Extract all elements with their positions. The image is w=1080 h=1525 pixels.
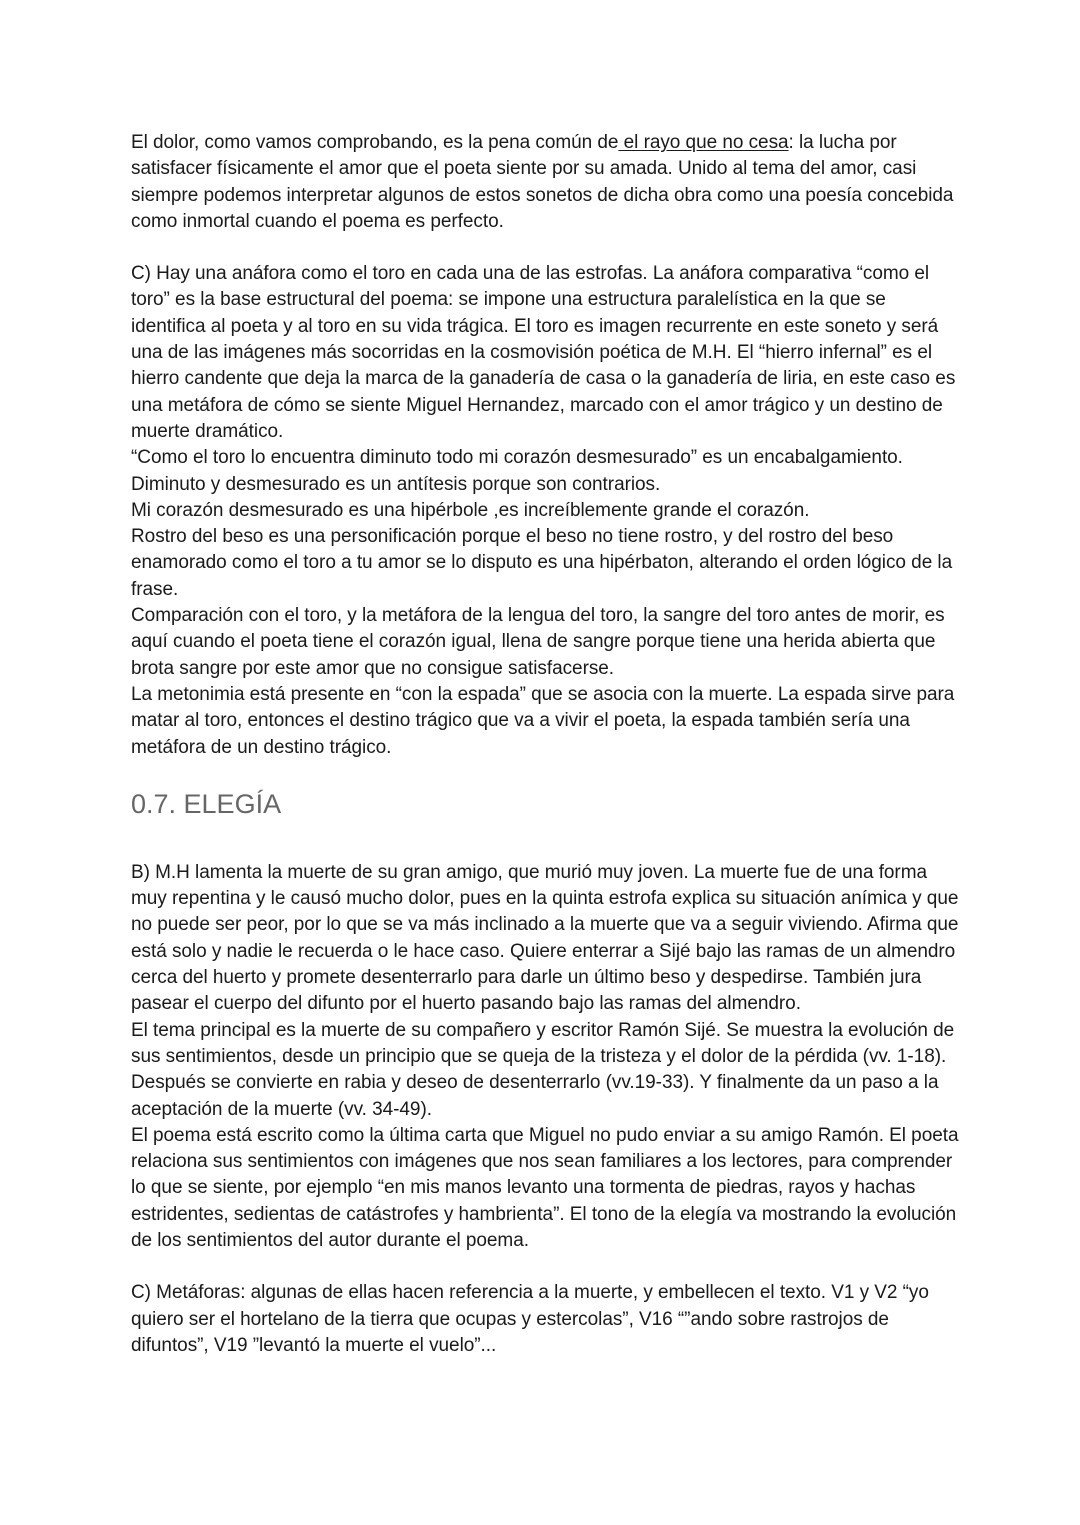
paragraph-tema-principal: El tema principal es la muerte de su compañero y escritor Ramón Sijé. Se muestra la evolución de sus sentimientos, desde un principio que se queja de la tristeza y el dolor de la pérdida (vv. 1-18). Después se convierte en rabia y deseo de desenterrarlo (vv.19-33). Y finalmente da un paso a la aceptación de la muerte (vv. 34-49). <box>131 1019 955 1120</box>
paragraph-gap <box>131 235 961 261</box>
paragraph-encabalgamiento: “Como el toro lo encuentra diminuto todo mi corazón desmesurado” es un encabalgamiento. Diminuto y desmesurado es un antítesis porque son contrarios. <box>131 447 903 495</box>
paragraph-metonimia: La metonimia está presente en “con la espada” que se asocia con la muerte. La espada sirve para matar al toro, entonces el destino trágico que va a vivir el poeta, la espada también sería una metáfora de un destino trágico. <box>131 683 955 758</box>
paragraph-anafora: C) Hay una anáfora como el toro en cada una de las estrofas. La anáfora comparativa “como el toro” es la base estructural del poema: se impone una estructura paralelística en la que se identifica al poeta y al toro en su vida trágica. El toro es imagen recurrente en este soneto y será una de las imágenes más socorridas en la cosmovisión poética de M.H. El “hierro infernal” es el hierro candente que deja la marca de la ganadería de casa o la ganadería de liria, en este caso es una metáfora de cómo se siente Miguel Hernandez, marcado con el amor trágico y un destino de muerte dramático. <box>131 263 956 442</box>
paragraph-comparacion: Comparación con el toro, y la metáfora de la lengua del toro, la sangre del toro antes de morir, es aquí cuando el poeta tiene el corazón igual, llena de sangre porque tiene una herida abierta que brota sangre por este amor que no consigue satisfacerse. <box>131 605 945 679</box>
paragraph-lamento: B) M.H lamenta la muerte de su gran amigo, que murió muy joven. La muerte fue de una forma muy repentina y le causó mucho dolor, pues en la quinta estrofa explica su situación anímica y que no puede ser peor, por lo que se va más inclinado a la muerte que va a seguir viviendo. Afirma que está solo y nadie le recuerda o le hace caso. Quiere enterrar a Sijé bajo las ramas de un almendro cerca del huerto y promete desenterrarlo para darle un último beso y despedirse. También jura pasear el cuerpo del difunto por el huerto pasando bajo las ramas del almendro. <box>131 861 959 1015</box>
paragraph-dolor-end: : la lucha por satisfacer físicamente el amor que el poeta siente por su amada. Unido al tema del amor, casi siempre podemos interpretar algunos de estos sonetos de dicha obra como una poesía concebida como inmortal cuando el poema es perfecto. <box>131 132 954 232</box>
book-title-underlined: el rayo que no cesa <box>618 132 789 153</box>
paragraph-personificacion: Rostro del beso es una personificación porque el beso no tiene rostro, y del rostro del beso enamorado como el toro a tu amor se lo disputo es una hipérbaton, alterando el orden lógico de la frase. <box>131 526 953 600</box>
paragraph-hiperbole: Mi corazón desmesurado es una hipérbole ,es increíblemente grande el corazón. <box>131 499 810 521</box>
paragraph-metaforas: C) Metáforas: algunas de ellas hacen referencia a la muerte, y embellecen el texto. V1 y V2 “yo quiero ser el hortelano de la tierra que ocupas y estercolas”, V16 “”ando sobre rastrojos de difuntos”, V19 ”levantó la muerte el vuelo”... <box>131 1282 929 1356</box>
section-heading-elegia: 0.7. ELEGÍA <box>131 788 282 819</box>
paragraph-gap <box>131 1254 961 1280</box>
paragraph-dolor <box>131 130 961 235</box>
document-page <box>131 130 961 1359</box>
paragraph-carta: El poema está escrito como la última carta que Miguel no pudo enviar a su amigo Ramón. El poeta relaciona sus sentimientos con imágenes que nos sean familiares a los lectores, para comprender lo que se siente, por ejemplo “en mis manos levanto una tormenta de piedras, rayos y hachas estridentes, sedientas de catástrofes y hambrienta”. El tono de la elegía va mostrando la evolución de los sentimientos del autor durante el poema. <box>131 1124 959 1251</box>
paragraph-dolor-start: El dolor, como vamos comprobando, es la pena común de <box>131 132 619 153</box>
